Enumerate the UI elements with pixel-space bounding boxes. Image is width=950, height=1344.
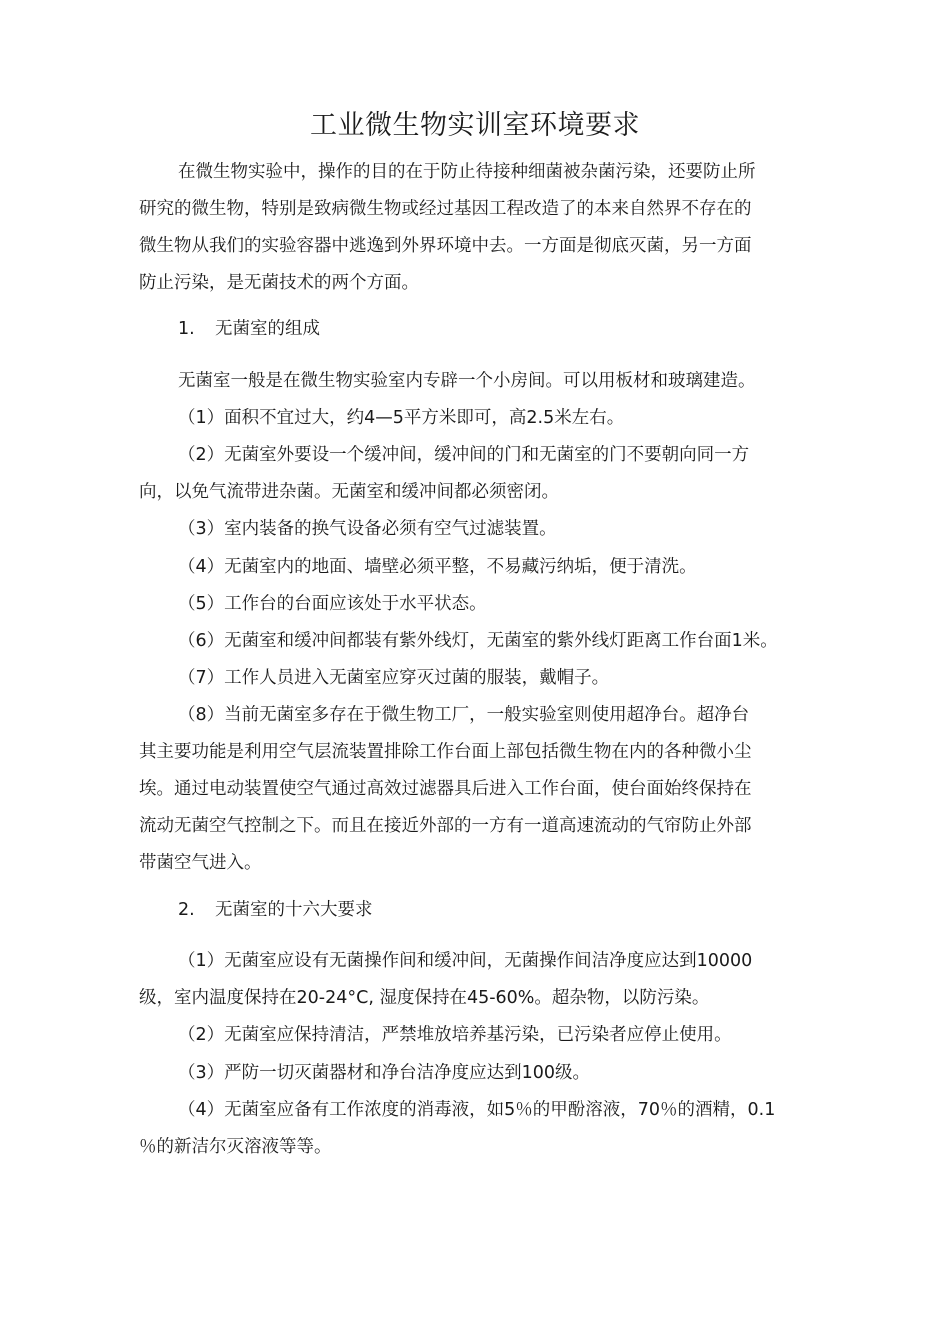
section-1-line: （3）室内装备的换气设备必须有空气过滤装置。 — [178, 519, 557, 539]
section-1-line: 向，以免气流带进杂菌。无菌室和缓冲间都必须密闭。 — [139, 482, 559, 502]
section-1-line: （8）当前无菌室多存在于微生物工厂，一般实验室则使用超净台。超净台 — [178, 705, 750, 725]
section-2-number: 2. — [178, 900, 195, 920]
intro-line: 微生物从我们的实验容器中逃逸到外界环境中去。一方面是彻底灭菌，另一方面 — [139, 236, 752, 256]
section-1-line: 无菌室一般是在微生物实验室内专辟一个小房间。可以用板材和玻璃建造。 — [178, 371, 756, 391]
section-2-line: 级，室内温度保持在20-24°C, 湿度保持在45-60%。超杂物，以防污染。 — [139, 988, 710, 1008]
section-1-number: 1. — [178, 319, 195, 339]
section-1-line: （4）无菌室内的地面、墙壁必须平整，不易藏污纳垢，便于清洗。 — [178, 557, 697, 577]
intro-line: 研究的微生物，特别是致病微生物或经过基因工程改造了的本来自然界不存在的 — [139, 199, 752, 219]
section-2-line: （1）无菌室应设有无菌操作间和缓冲间，无菌操作间洁净度应达到10000 — [178, 951, 753, 971]
section-1-line: （6）无菌室和缓冲间都装有紫外线灯，无菌室的紫外线灯距离工作台面1米。 — [178, 631, 778, 651]
section-2-heading: 无菌室的十六大要求 — [215, 900, 373, 920]
section-2-line: （2）无菌室应保持清洁，严禁堆放培养基污染，已污染者应停止使用。 — [178, 1025, 732, 1045]
section-2-line: （4）无菌室应备有工作浓度的消毒液，如5％的甲酚溶液，70％的酒精，0.1 — [178, 1100, 776, 1120]
intro-line: 防止污染，是无菌技术的两个方面。 — [139, 273, 419, 293]
section-1-line: 流动无菌空气控制之下。而且在接近外部的一方有一道高速流动的气帘防止外部 — [139, 816, 752, 836]
section-1-line: 埃。通过电动装置使空气通过高效过滤器具后进入工作台面，使台面始终保持在 — [139, 779, 752, 799]
section-1-line: （2）无菌室外要设一个缓冲间，缓冲间的门和无菌室的门不要朝向同一方 — [178, 445, 750, 465]
document-title: 工业微生物实训室环境要求 — [310, 110, 640, 141]
intro-line: 在微生物实验中，操作的目的在于防止待接种细菌被杂菌污染，还要防止所 — [178, 162, 756, 182]
section-1-line: 带菌空气进入。 — [139, 853, 262, 873]
section-1-line: （1）面积不宜过大，约4—5平方米即可，高2.5米左右。 — [178, 408, 625, 428]
section-2-line: （3）严防一切灭菌器材和净台洁净度应达到100级。 — [178, 1063, 591, 1083]
section-2-line: ％的新洁尔灭溶液等等。 — [139, 1137, 332, 1157]
section-1-line: 其主要功能是利用空气层流装置排除工作台面上部包括微生物在内的各种微小尘 — [139, 742, 752, 762]
section-1-line: （5）工作台的台面应该处于水平状态。 — [178, 594, 487, 614]
section-1-line: （7）工作人员进入无菌室应穿灭过菌的服装，戴帽子。 — [178, 668, 610, 688]
section-1-heading: 无菌室的组成 — [215, 319, 320, 339]
